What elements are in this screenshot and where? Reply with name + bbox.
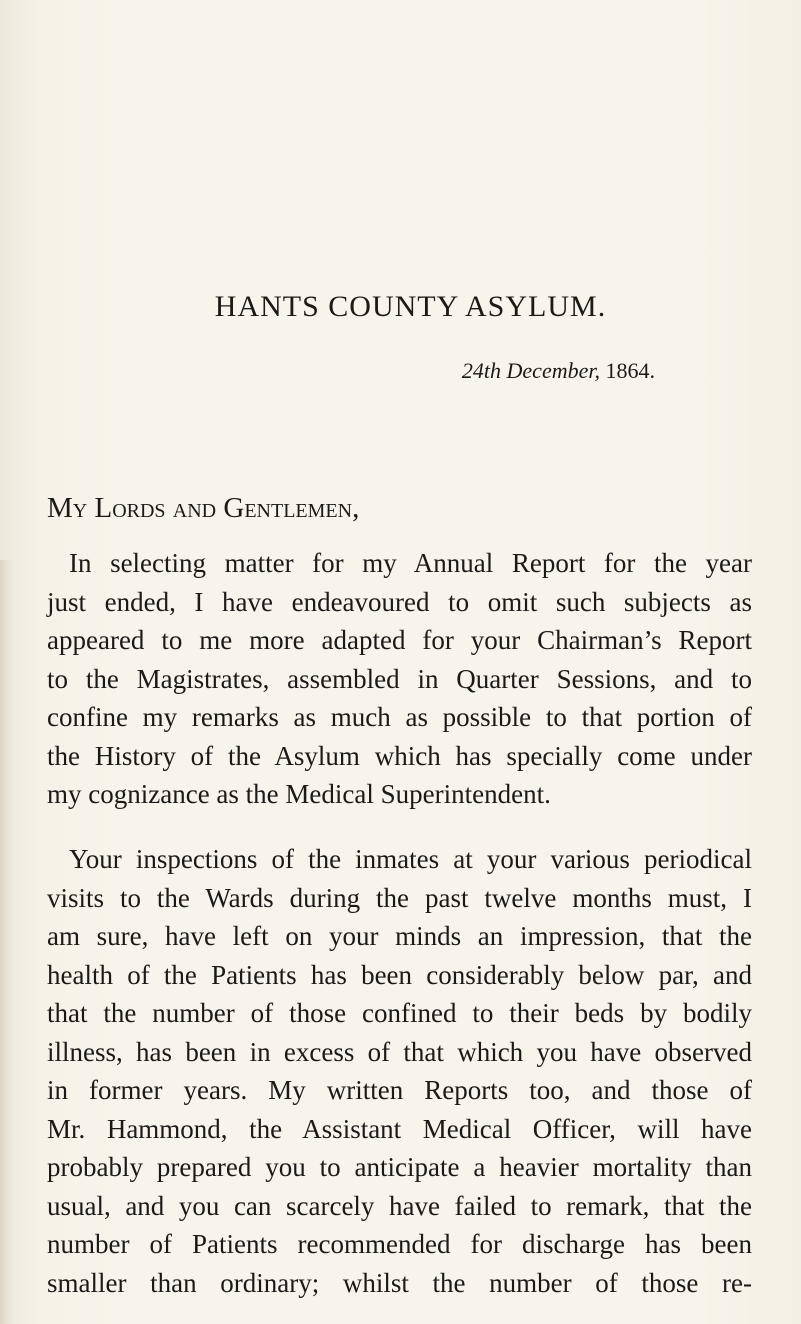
- paragraph-line: appeared to me more adapted for your Chairman’s Report: [47, 625, 752, 655]
- paragraph-line: my cognizance as the Medical Superintendent.: [47, 779, 551, 809]
- date-day-month: 24th December,: [461, 358, 600, 383]
- binding-gutter: [0, 560, 14, 1324]
- salutation: [47, 492, 359, 525]
- document-title: HANTS COUNTY ASYLUM.: [214, 290, 607, 323]
- paragraph-line: that the number of those confined to their beds by bodily: [47, 998, 752, 1028]
- paragraph-line: health of the Patients has been considerably below par, and: [47, 959, 752, 990]
- paragraph-line: just ended, I have endeavoured to omit such subjects as: [47, 586, 752, 617]
- paragraph-line: to the Magistrates, assembled in Quarter Sessions, and to: [47, 663, 752, 694]
- paragraph-line: Your inspections of the inmates at your various periodical: [69, 844, 752, 874]
- paragraph-line: usual, and you can scarcely have failed to remark, that the: [47, 1190, 752, 1221]
- paragraph-line: visits to the Wards during the past twelve months must, I: [47, 882, 752, 913]
- paragraph-line: illness, has been in excess of that which you have observed: [47, 1036, 752, 1067]
- document-date: [462, 358, 655, 384]
- paragraph-line: the History of the Asylum which has specially come under: [47, 740, 752, 771]
- paragraph-line: Mr. Hammond, the Assistant Medical Officer, will have: [47, 1113, 752, 1144]
- paragraph-line: smaller than ordinary; whilst the number of those re-: [47, 1267, 752, 1298]
- paragraph-2: [47, 840, 752, 1302]
- paragraph-line: in former years. My written Reports too, and those of: [47, 1075, 752, 1105]
- salutation-text: My Lords and Gentlemen,: [47, 492, 360, 524]
- paragraph-1: [47, 544, 752, 814]
- paragraph-line: probably prepared you to anticipate a heavier mortality than: [47, 1152, 752, 1182]
- paragraph-line: am sure, have left on your minds an impression, that the: [47, 921, 752, 951]
- paragraph-line: In selecting matter for my Annual Report for the year: [69, 548, 752, 578]
- paragraph-line: confine my remarks as much as possible to that portion of: [47, 702, 752, 732]
- paragraph-line: number of Patients recommended for discharge has been: [47, 1229, 752, 1259]
- date-year: 1864.: [605, 358, 655, 383]
